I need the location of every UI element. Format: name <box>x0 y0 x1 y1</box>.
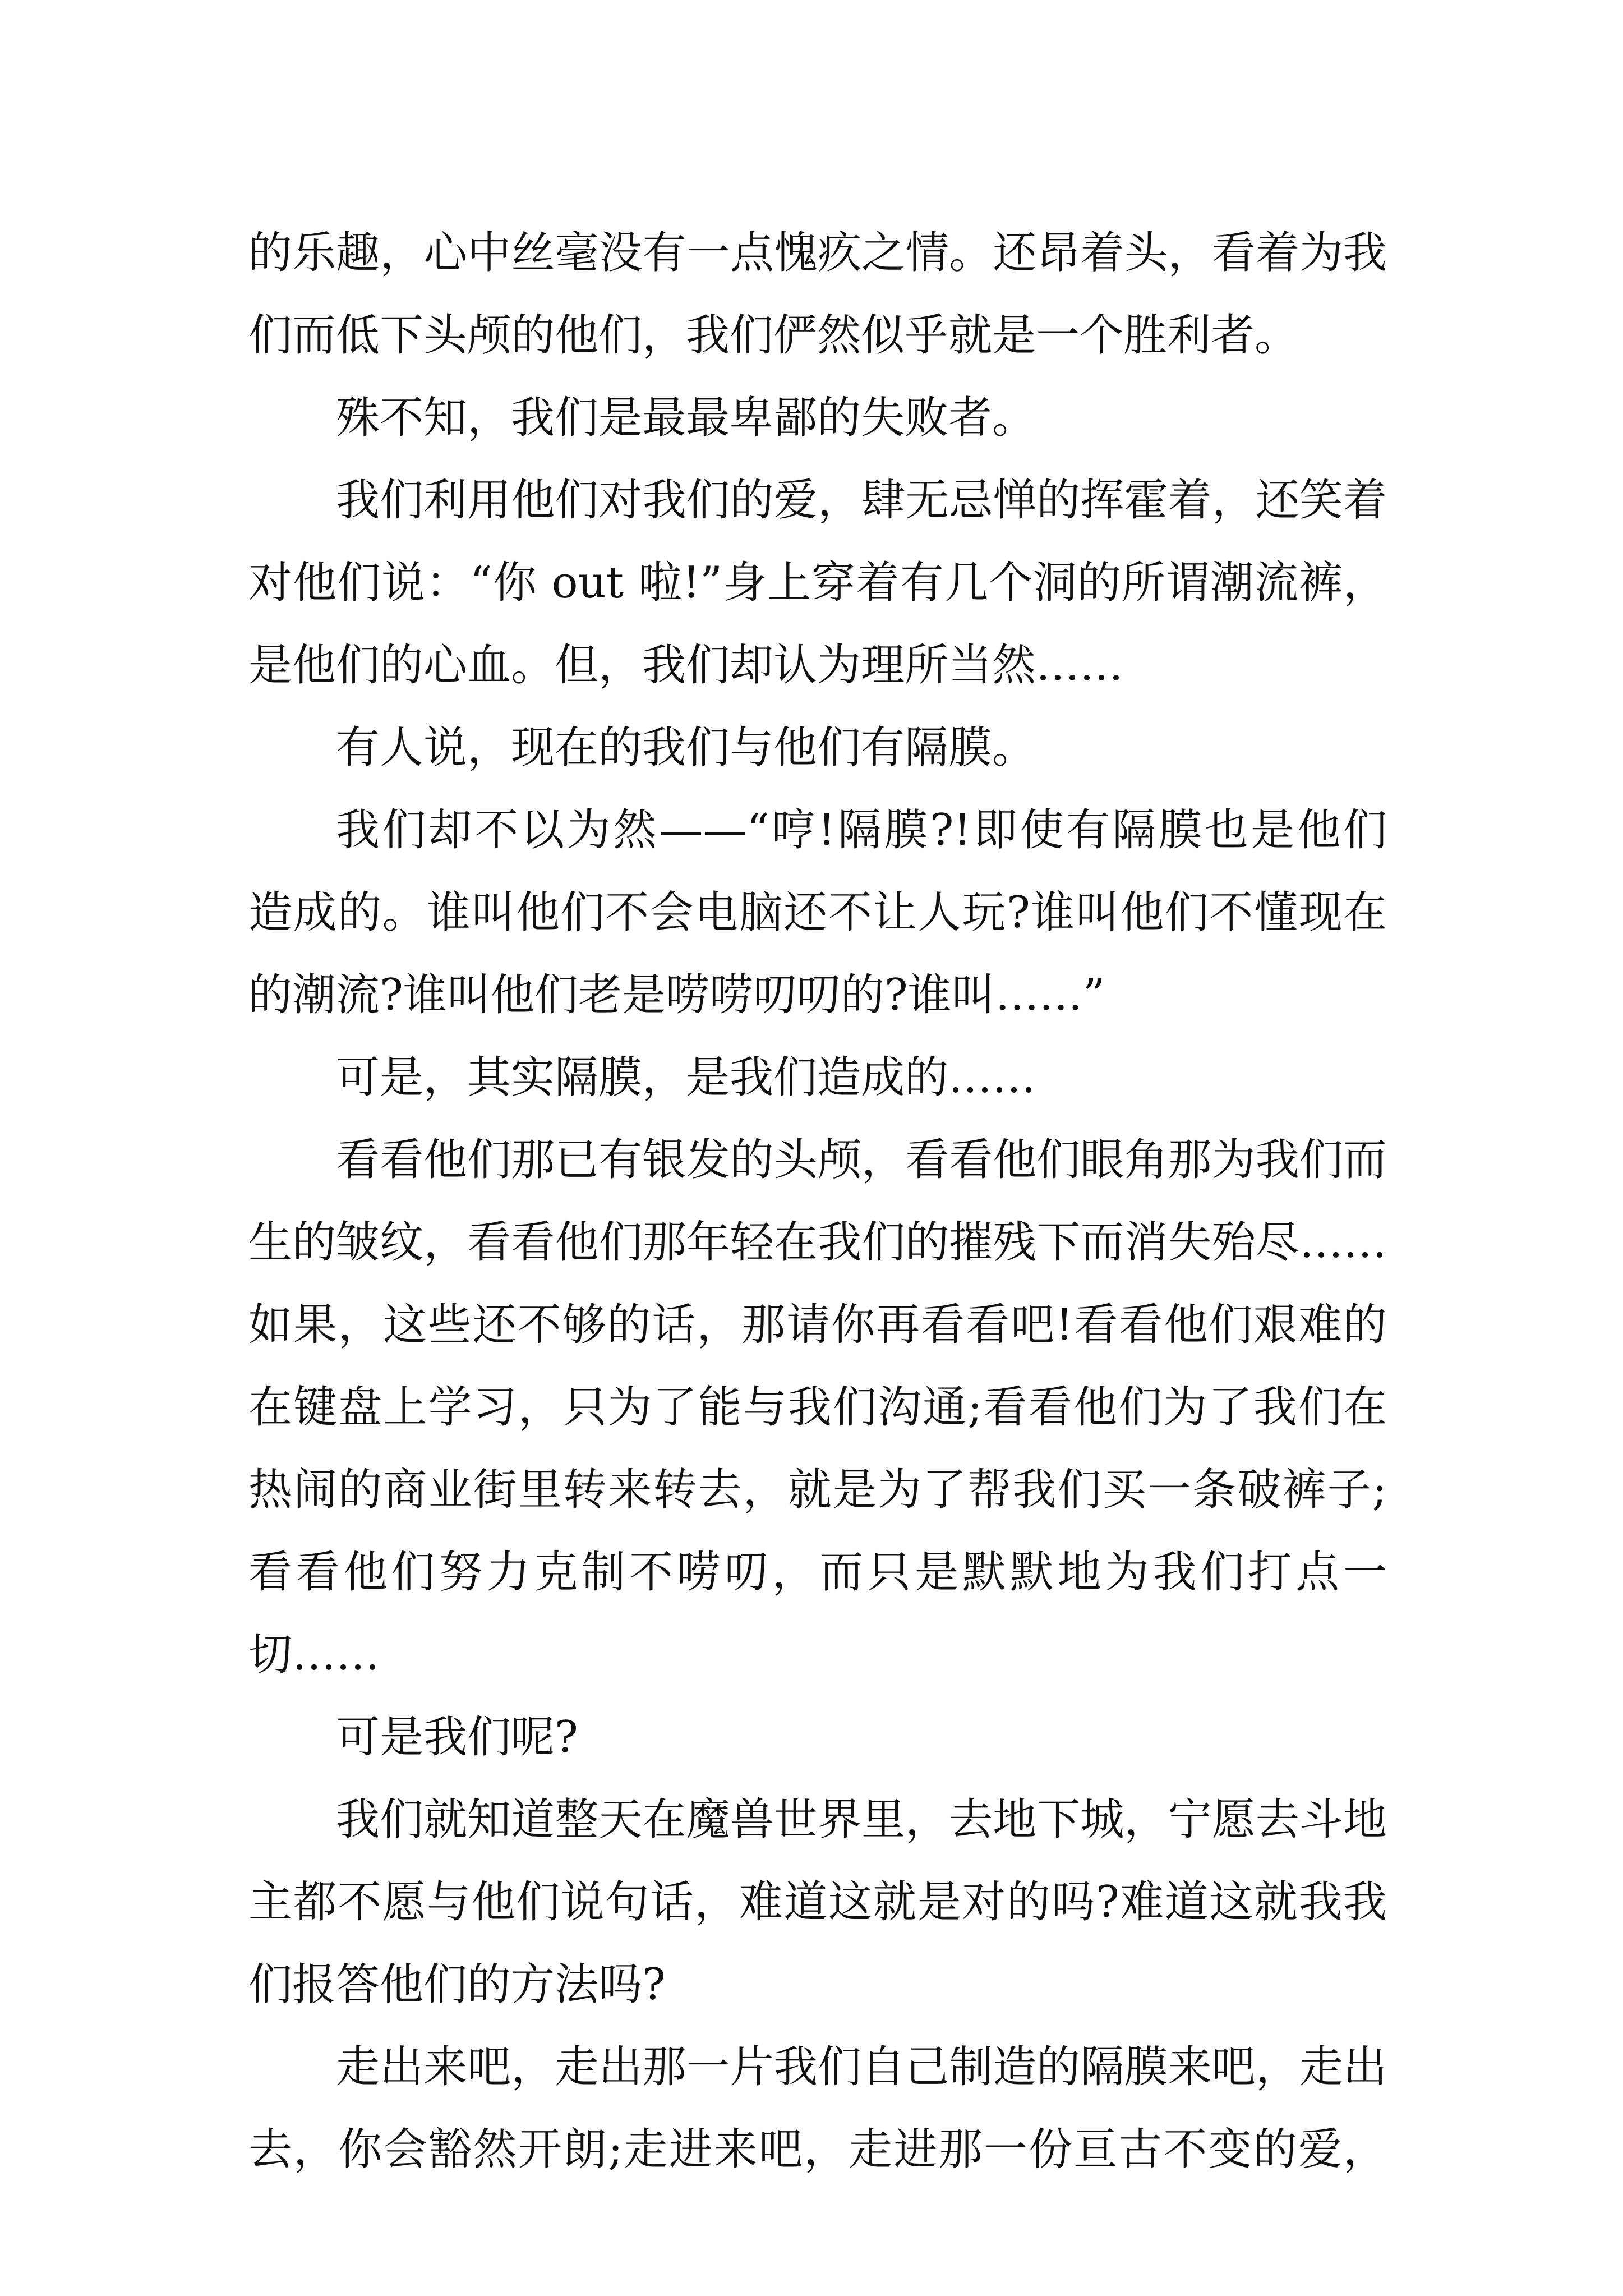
text-line: 看看他们那已有银发的头颅，看看他们眼角那为我们而 <box>336 1135 1387 1185</box>
text-line: 切…… <box>248 1630 380 1680</box>
text-line: 去，你会豁然开朗;走进来吧，走进那一份亘古不变的爱， <box>248 2124 1387 2175</box>
text-line: 我们就知道整天在魔兽世界里，去地下城，宁愿去斗地 <box>336 1795 1387 1845</box>
text-line: 殊不知，我们是最最卑鄙的失败者。 <box>336 393 1036 443</box>
text-line: 的潮流?谁叫他们老是唠唠叨叨的?谁叫……” <box>248 970 1105 1020</box>
text-line: 在键盘上学习，只为了能与我们沟通;看看他们为了我们在 <box>248 1382 1387 1433</box>
text-line: 我们却不以为然——“哼!隔膜?!即使有隔膜也是他们 <box>336 805 1387 855</box>
text-line: 热闹的商业街里转来转去，就是为了帮我们买一条破裤子; <box>248 1465 1387 1515</box>
text-line: 造成的。谁叫他们不会电脑还不让人玩?谁叫他们不懂现在 <box>248 887 1387 938</box>
text-line: 如果，这些还不够的话，那请你再看看吧!看看他们艰难的 <box>248 1300 1387 1350</box>
text-line: 们而低下头颅的他们，我们俨然似乎就是一个胜利者。 <box>248 310 1299 361</box>
text-line: 是他们的心血。但，我们却认为理所当然…… <box>248 640 1124 691</box>
text-line: 的乐趣，心中丝毫没有一点愧疚之情。还昂着头，看着为我 <box>248 228 1387 278</box>
text-line: 走出来吧，走出那一片我们自己制造的隔膜来吧，走出 <box>336 2042 1387 2092</box>
text-line: 们报答他们的方法吗? <box>248 1959 666 2010</box>
text-line: 生的皱纹，看看他们那年轻在我们的摧残下而消失殆尽…… <box>248 1217 1387 1268</box>
text-line: 对他们说：“你 out 啦!”身上穿着有几个洞的所谓潮流裤， <box>248 558 1387 608</box>
text-line: 可是我们呢? <box>336 1712 578 1763</box>
text-line: 主都不愿与他们说句话，难道这就是对的吗?难道这就我我 <box>248 1877 1387 1927</box>
text-line: 有人说，现在的我们与他们有隔膜。 <box>336 723 1036 773</box>
text-line: 可是，其实隔膜，是我们造成的…… <box>336 1052 1036 1103</box>
body-text <box>248 212 1387 2191</box>
text-line: 我们利用他们对我们的爱，肆无忌惮的挥霍着，还笑着 <box>336 475 1387 526</box>
text-line: 看看他们努力克制不唠叨，而只是默默地为我们打点一 <box>248 1547 1387 1598</box>
